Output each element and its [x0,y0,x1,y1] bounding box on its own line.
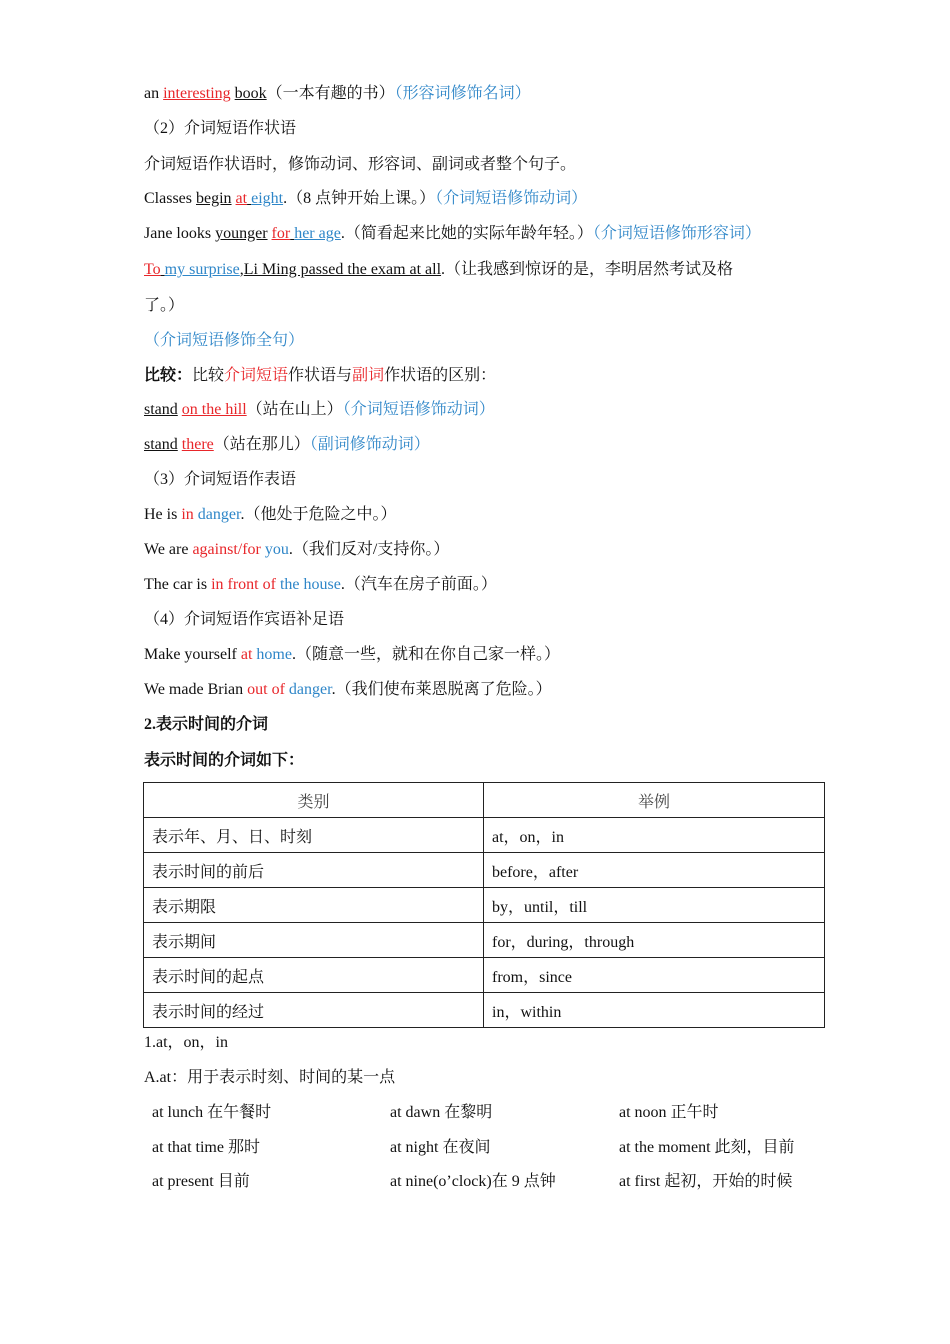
example-phrase: at the moment 此刻，目前 [619,1139,795,1156]
table-row [144,888,825,923]
table-row [144,923,825,958]
header-examples: 举例 [484,783,825,818]
grammar-note: （介词短语修饰动词） [435,190,588,207]
example-phrase: at lunch 在午餐时 [152,1104,272,1121]
paragraph-adverbial-explanation: 介词短语作状语时，修饰动词、形容词、副词或者整个句子。 [144,156,577,173]
grammar-note: （介词短语修饰动词） [342,401,495,418]
section-heading-time-prepositions: 2.表示时间的介词 [144,716,269,733]
section-heading-object-complement: （4）介词短语作宾语补足语 [144,611,345,628]
table-row [144,993,825,1028]
table-intro: 表示时间的介词如下： [144,752,305,769]
example-phrase: at night 在夜间 [390,1139,491,1156]
table-cell: 表示年、月、日、时刻 [144,818,484,853]
example-in-front-of-house: The car is in front of the house.（汽车在房子前面。） [144,576,497,593]
example-jane-looks: Jane looks younger for her age.（简看起来比她的实际年龄年轻。）（介词短语修饰形容词） [144,225,761,242]
noun-word: book [234,85,267,102]
grammar-note: （介词短语修饰形容词） [592,225,761,242]
table-cell: 表示时间的前后 [144,853,484,888]
example-phrase: at present 目前 [152,1173,250,1190]
grammar-note: （副词修饰动词） [309,436,430,453]
example-continuation: 了。） [144,297,185,314]
header-category: 类别 [144,783,484,818]
subheading-at-usage: A.at：用于表示时刻、时间的某一点 [144,1069,396,1086]
table-header-row [144,783,825,818]
example-in-danger: He is in danger.（他处于危险之中。） [144,506,397,523]
table-cell: 表示时间的起点 [144,958,484,993]
example-interesting-book: an interesting book（一本有趣的书）（形容词修饰名词） [144,85,531,102]
table-cell: 表示时间的经过 [144,993,484,1028]
example-phrase: at dawn 在黎明 [390,1104,493,1121]
example-at-home: Make yourself at home.（随意一些，就和在你自己家一样。） [144,646,560,663]
table-cell: 表示期限 [144,888,484,923]
table-cell: 表示期间 [144,923,484,958]
example-stand-on-the-hill: stand on the hill（站在山上）（介词短语修饰动词） [144,401,495,418]
example-to-my-surprise: To my surprise,Li Ming passed the exam at all.（让我感到惊讶的是，李明居然考试及格 [144,261,734,278]
grammar-note: （介词短语修饰全句） [144,332,305,349]
example-phrase: at that time 那时 [152,1139,260,1156]
example-stand-there: stand there（站在那儿）（副词修饰动词） [144,436,430,453]
table-row [144,818,825,853]
table-cell: from，since [484,958,825,993]
example-phrase: at noon 正午时 [619,1104,719,1121]
table-cell: at，on，in [484,818,825,853]
example-out-of-danger: We made Brian out of danger.（我们使布莱恩脱离了危险。） [144,681,552,698]
table-row [144,853,825,888]
subheading-at-on-in: 1.at，on，in [144,1034,228,1051]
example-classes-begin: Classes begin at eight.（8 点钟开始上课。）（介词短语修饰动词） [144,190,588,207]
table-cell: in，within [484,993,825,1028]
table-cell: by，until，till [484,888,825,923]
table-row [144,958,825,993]
table-cell: before，after [484,853,825,888]
table-cell: for，during，through [484,923,825,958]
example-phrase: at nine(o’clock)在 9 点钟 [390,1173,556,1190]
section-heading-predicative: （3）介词短语作表语 [144,471,297,488]
time-prepositions-table [143,782,825,1028]
grammar-note: （形容词修饰名词） [394,85,531,102]
adjective-word: interesting [163,85,231,102]
comparison-heading: 比较：比较介词短语作状语与副词作状语的区别： [144,367,497,384]
section-heading-adverbial: （2）介词短语作状语 [144,120,297,137]
example-against-for-you: We are against/for you.（我们反对/支持你。） [144,541,450,558]
example-phrase: at first 起初，开始的时候 [619,1173,793,1190]
